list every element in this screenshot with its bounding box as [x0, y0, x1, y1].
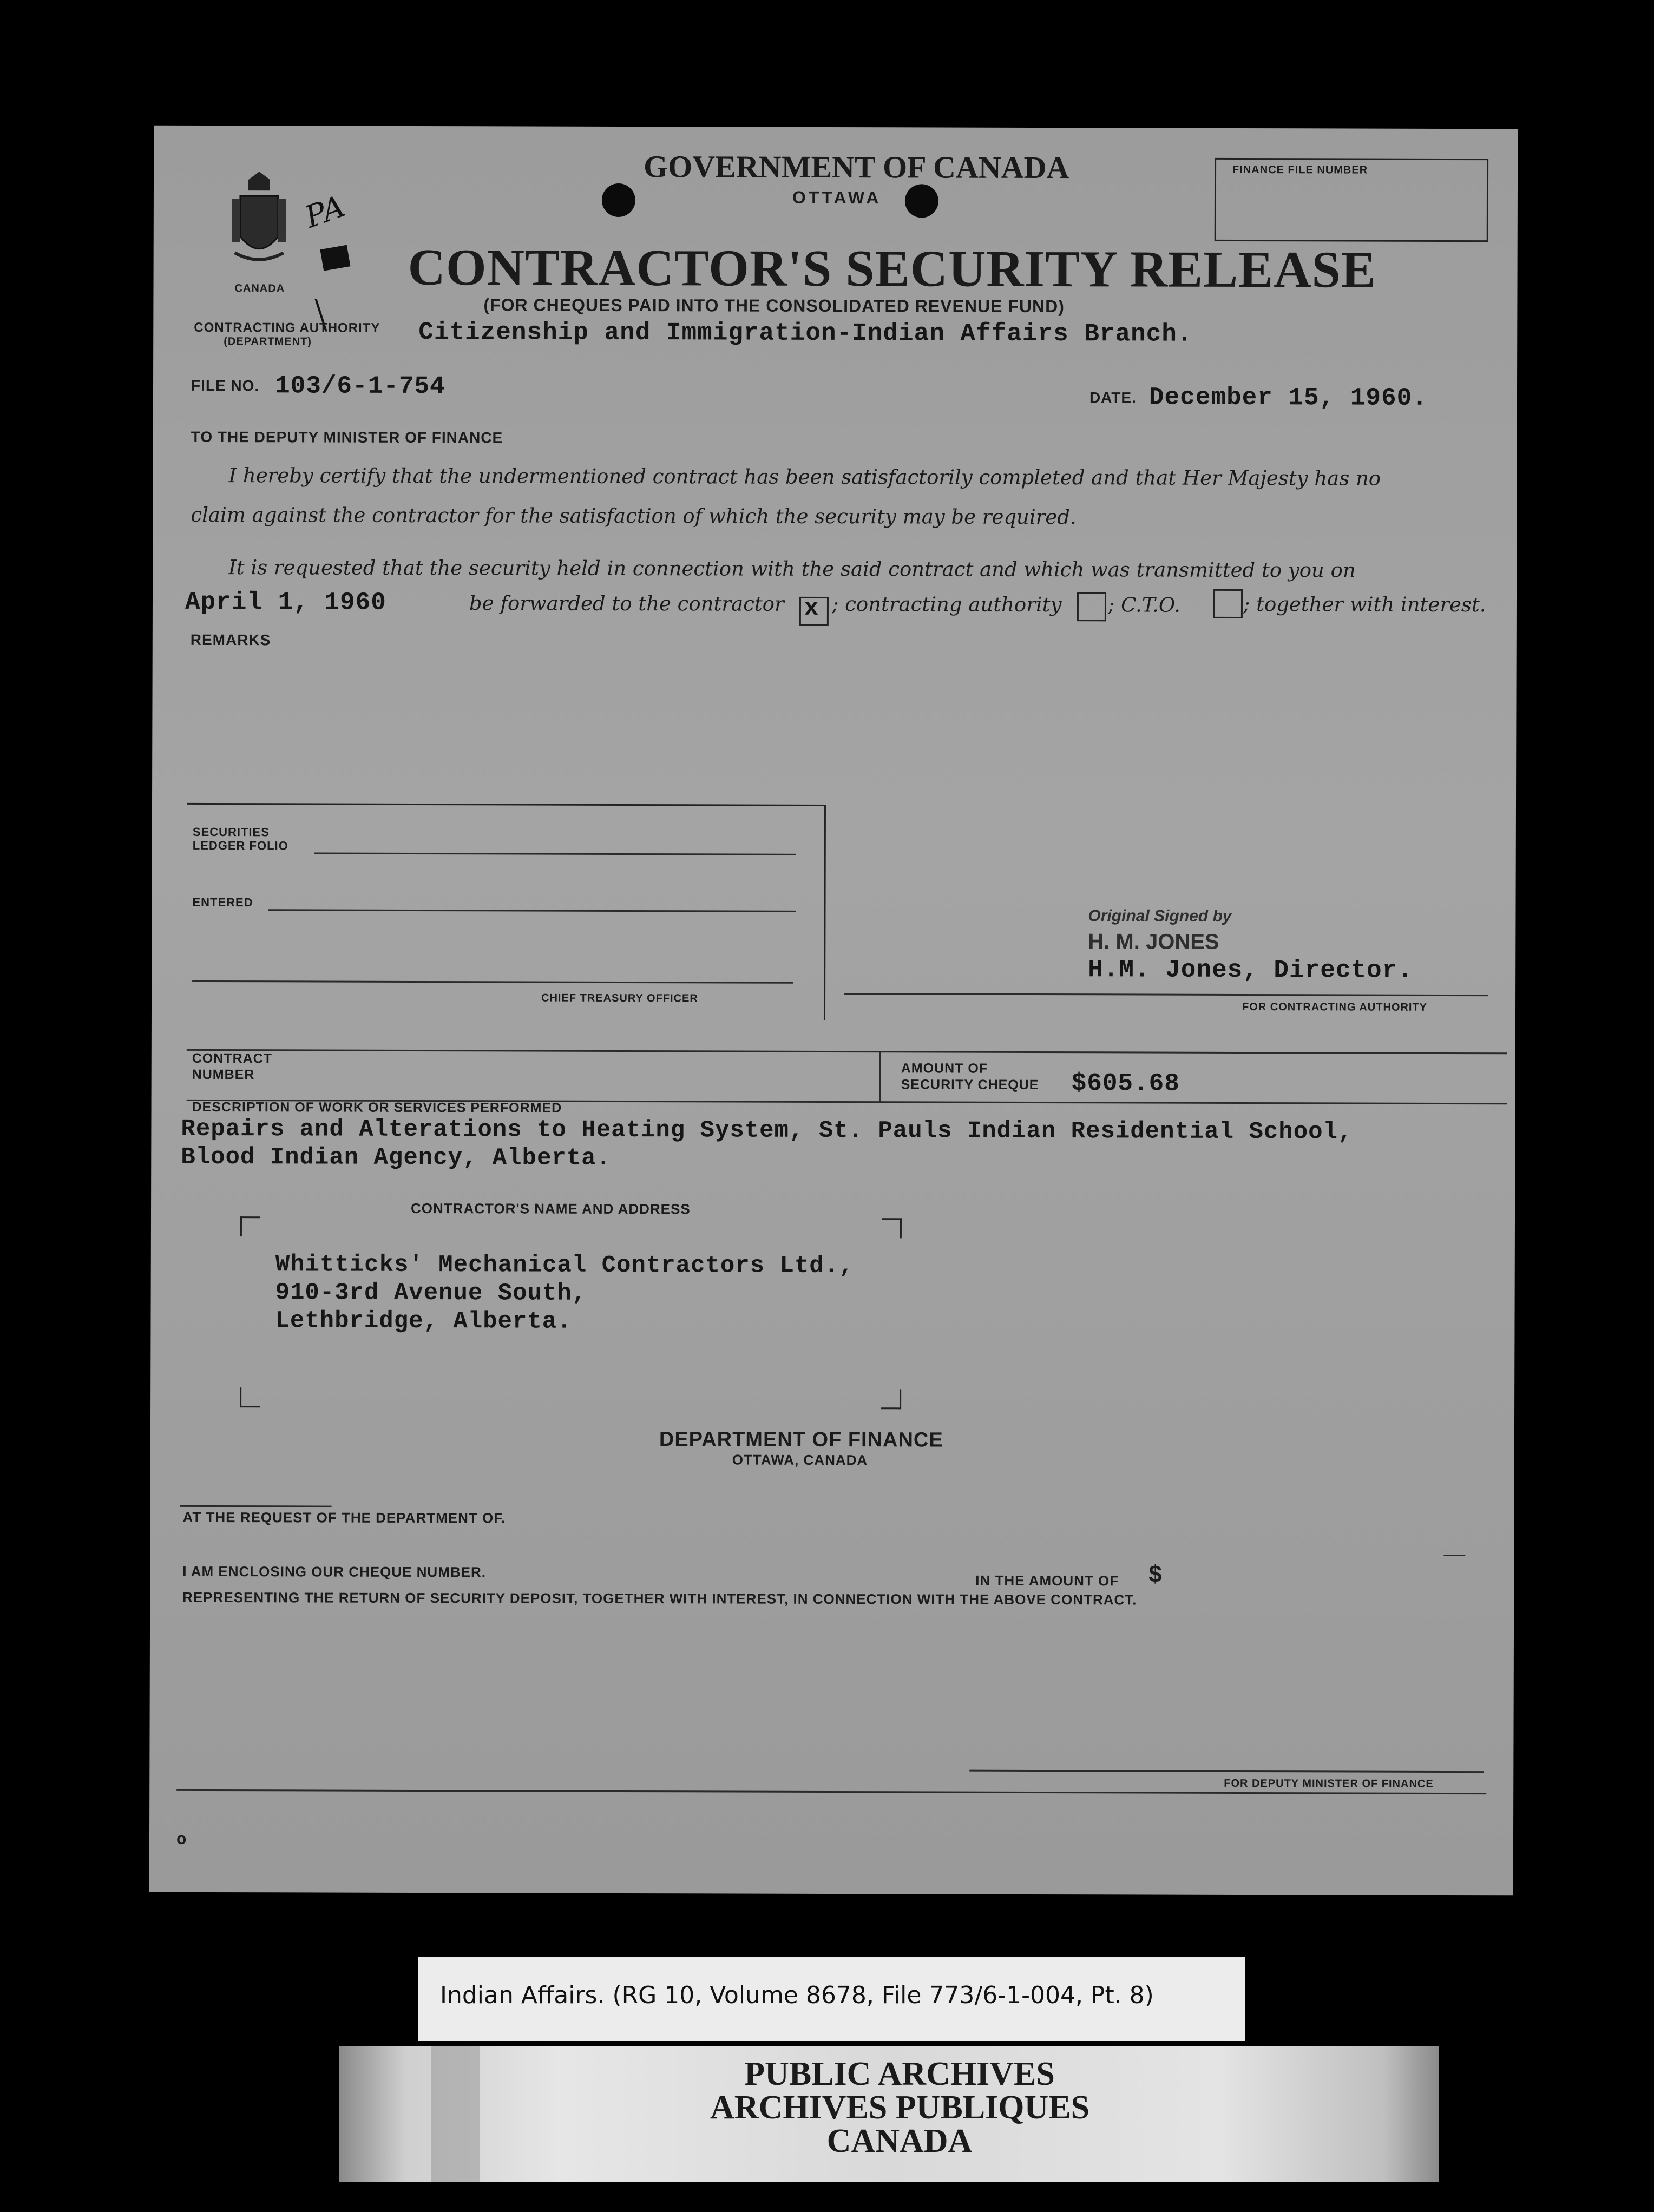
date-label: DATE. — [1089, 389, 1137, 406]
certify-text-line2: claim against the contractor for the satisfaction of which the security may be required. — [191, 503, 1077, 529]
svg-text:PA: PA — [300, 190, 350, 235]
cto-checkbox[interactable] — [1213, 589, 1243, 618]
dollar-sign: $ — [1148, 1561, 1163, 1588]
finance-department: DEPARTMENT OF FINANCE — [659, 1428, 943, 1452]
address-corner — [882, 1218, 902, 1238]
forward-cto-text: ; C.T.O. — [1107, 593, 1180, 617]
contract-top-line — [187, 1049, 1507, 1054]
handwritten-mark — [300, 190, 350, 235]
stamp-line1: PUBLIC ARCHIVES — [744, 2056, 1055, 2092]
punch-hole — [905, 184, 938, 218]
city-heading: OTTAWA — [792, 187, 882, 208]
archive-reference: Indian Affairs. (RG 10, Volume 8678, File 773/6-1-004, Pt. 8) — [440, 1981, 1154, 2009]
archive-stamp — [339, 2046, 1439, 2182]
description-line1: Repairs and Alterations to Heating System, St. Pauls Indian Residential School, — [181, 1115, 1353, 1146]
government-heading: GOVERNMENT OF CANADA — [643, 149, 1069, 186]
coat-label: CANADA — [234, 282, 285, 295]
punch-hole — [602, 183, 635, 217]
ledger-folio-label: LEDGER FOLIO — [192, 838, 288, 853]
forward-contractor-text: be forwarded to the contractor — [469, 591, 784, 616]
remarks-label: REMARKS — [190, 631, 271, 649]
contractor-line3: Lethbridge, Alberta. — [275, 1307, 572, 1335]
authority-label: CONTRACTING AUTHORITY — [194, 320, 380, 335]
chief-treasury-officer-label: CHIEF TREASURY OFFICER — [541, 992, 698, 1005]
date-value: December 15, 1960. — [1148, 383, 1428, 412]
contractor-label: CONTRACTOR'S NAME AND ADDRESS — [411, 1200, 691, 1217]
representing-text: REPRESENTING THE RETURN OF SECURITY DEPOSIT, TOGETHER WITH INTEREST, IN CONNECTION WITH THE ABOVE CONTRACT. — [182, 1589, 1137, 1608]
securities-label: SECURITIES — [192, 825, 270, 839]
description-label: DESCRIPTION OF WORK OR SERVICES PERFORMED — [192, 1099, 562, 1116]
archive-reference-label — [418, 1957, 1245, 2041]
original-signed-label: Original Signed by — [1088, 907, 1232, 925]
address-corner — [240, 1387, 260, 1407]
amount-label: AMOUNT OF — [901, 1061, 988, 1076]
request-of-label: AT THE REQUEST OF THE DEPARTMENT OF. — [182, 1509, 506, 1526]
authority-sublabel: (DEPARTMENT) — [224, 335, 312, 348]
address-corner — [881, 1389, 901, 1409]
finance-location: OTTAWA, CANADA — [732, 1451, 868, 1469]
stamp-line3: CANADA — [826, 2123, 973, 2160]
contractor-line1: Whitticks' Mechanical Contractors Ltd., — [275, 1251, 854, 1280]
for-contracting-authority-label: FOR CONTRACTING AUTHORITY — [1242, 1000, 1428, 1013]
stamp-shadow — [431, 2046, 480, 2182]
forward-interest-text: ; together with interest. — [1243, 592, 1486, 617]
certify-text-line1: I hereby certify that the undermentioned contract has been satisfactorily completed and that Her Majesty has no — [228, 464, 1381, 490]
authority-value: Citizenship and Immigration-Indian Affairs Branch. — [418, 318, 1193, 348]
document-page — [149, 126, 1518, 1896]
finance-file-label: FINANCE FILE NUMBER — [1232, 163, 1368, 176]
authority-signature-line — [844, 993, 1488, 996]
address-corner — [240, 1216, 260, 1236]
deputy-minister-label: FOR DEPUTY MINISTER OF FINANCE — [1224, 1777, 1434, 1790]
form-title: CONTRACTOR'S SECURITY RELEASE — [408, 238, 1377, 299]
finance-file-box — [1215, 158, 1488, 242]
addressee: TO THE DEPUTY MINISTER OF FINANCE — [191, 428, 503, 446]
file-label: FILE NO. — [191, 377, 260, 394]
bottom-rule — [176, 1789, 1486, 1794]
corner-mark: o — [176, 1829, 187, 1848]
transmitted-date: April 1, 1960 — [185, 588, 386, 617]
contractor-check-mark: x — [804, 595, 819, 622]
amount-of-label: IN THE AMOUNT OF — [975, 1572, 1119, 1589]
file-value: 103/6-1-754 — [274, 372, 445, 401]
description-line2: Blood Indian Agency, Alberta. — [181, 1143, 612, 1172]
amount-value: $605.68 — [1071, 1069, 1180, 1098]
coat-of-arms — [218, 172, 300, 312]
deputy-signature-line — [969, 1770, 1484, 1773]
contractor-line2: 910-3rd Avenue South, — [275, 1279, 587, 1307]
amount-label-2: SECURITY CHEQUE — [901, 1077, 1039, 1092]
contract-number-label: CONTRACT — [192, 1050, 273, 1066]
contractor-checkbox[interactable] — [799, 597, 829, 626]
authority-checkbox[interactable] — [1077, 592, 1106, 621]
enclosing-label: I AM ENCLOSING OUR CHEQUE NUMBER. — [182, 1563, 487, 1581]
signature-typed: H.M. Jones, Director. — [1088, 956, 1413, 985]
form-subtitle: (FOR CHEQUES PAID INTO THE CONSOLIDATED REVENUE FUND) — [483, 295, 1065, 317]
request-text: It is requested that the security held in connection with the said contract and which was transmitted to you on — [228, 556, 1356, 582]
signature-name: H. M. JONES — [1088, 930, 1219, 954]
contract-divider — [879, 1051, 881, 1102]
right-margin-dash — [1443, 1555, 1465, 1556]
entered-label: ENTERED — [192, 895, 253, 910]
forward-authority-text: ; contracting authority — [831, 592, 1062, 617]
stamp-line2: ARCHIVES PUBLIQUES — [710, 2089, 1090, 2126]
request-of-line — [180, 1505, 332, 1507]
contract-number-label-2: NUMBER — [192, 1066, 255, 1083]
